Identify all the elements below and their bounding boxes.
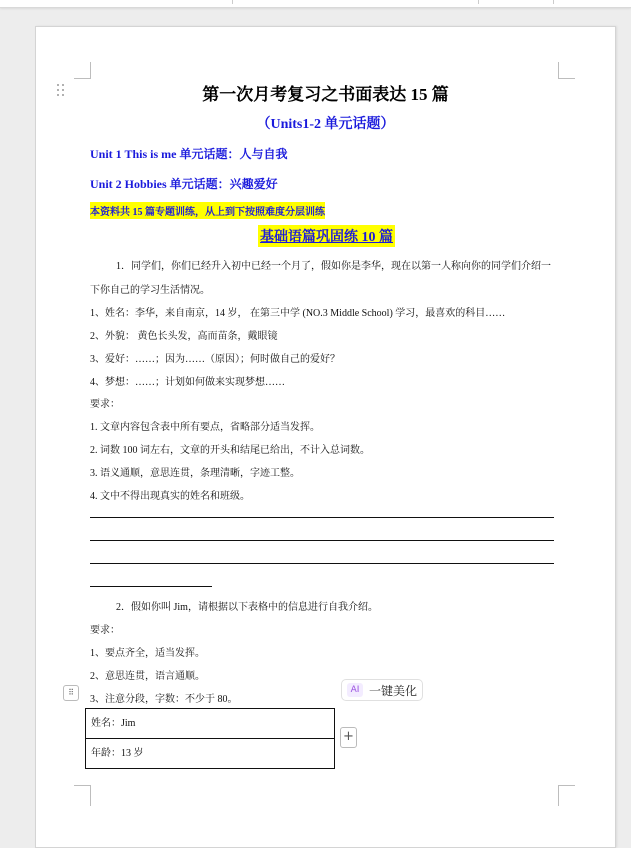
toolbar-divider [553,0,554,4]
task2-requirement: 2、意思连贯，语言通顺。 [90,671,205,682]
margin-corner-top-left [74,62,91,79]
task1-requirements-label: 要求： [90,399,120,410]
task2-prompt: 2．假如你叫 Jim，请根据以下表格中的信息进行自我介绍。 [116,602,378,613]
ai-icon: AI [347,683,363,697]
table-grip-icon[interactable]: ⠿ [63,685,79,701]
info-table [85,708,335,769]
task2-requirement: 1、要点齐全，适当发挥。 [90,648,205,659]
highlighted-note: 本资料共 15 篇专题训练，从上到下按照难度分层训练 [90,202,325,219]
table-row[interactable]: 年龄：13 岁 [86,738,334,768]
toolbar-divider [478,0,479,4]
answer-line [90,563,554,564]
document-page[interactable] [35,26,616,848]
task1-requirement: 4. 文中不得出现真实的姓名和班级。 [90,491,250,502]
task1-point: 1、姓名：李华，来自南京，14 岁， 在第三中学 (NO.3 Middle School) 学习，最喜欢的科目…… [90,308,506,319]
unit-1-heading: Unit 1 This is me 单元话题：人与自我 [90,147,288,161]
task1-prompt-cont: 下你自己的学习生活情况。 [90,285,210,296]
toolbar-divider [232,0,233,4]
answer-line [90,540,554,541]
task1-requirement: 3. 语义通顺，意思连贯，条理清晰，字迹工整。 [90,468,300,479]
ai-beautify-button[interactable] [341,679,423,701]
task2-requirement: 3、注意分段，字数：不少于 80。 [90,694,238,705]
document-subtitle: （Units1-2 单元话题） [256,117,395,132]
margin-corner-bottom-right [558,785,575,806]
margin-corner-bottom-left [74,785,91,806]
table-row[interactable]: 姓名：Jim [91,718,136,729]
answer-line [90,586,212,587]
answer-line [90,517,554,518]
ai-beautify-label: 一键美化 [369,683,418,698]
add-column-button[interactable]: + [340,727,357,748]
task1-prompt: 1．同学们，你们已经升入初中已经一个月了，假如你是李华，现在以第一人称向你的同学们介绍一 [116,261,551,272]
section-title: 基础语篇巩固练 10 篇 [258,225,395,247]
task1-point: 2、外貌： 黄色长头发，高而苗条，戴眼镜 [90,331,278,342]
task2-requirements-label: 要求： [90,625,120,636]
task1-point: 3、爱好：……；因为……（原因）；何时做自己的爱好？ [90,354,340,365]
document-title: 第一次月考复习之书面表达 15 篇 [202,85,449,104]
unit-2-heading: Unit 2 Hobbies 单元话题：兴趣爱好 [90,177,278,191]
margin-corner-top-right [558,62,575,79]
task1-requirement: 1. 文章内容包含表中所有要点，省略部分适当发挥。 [90,422,320,433]
task1-requirement: 2. 词数 100 词左右，文章的开头和结尾已给出，不计入总词数。 [90,445,370,456]
task1-point: 4、梦想：……；计划如何做来实现梦想…… [90,377,285,388]
toolbar-edge [0,0,631,8]
